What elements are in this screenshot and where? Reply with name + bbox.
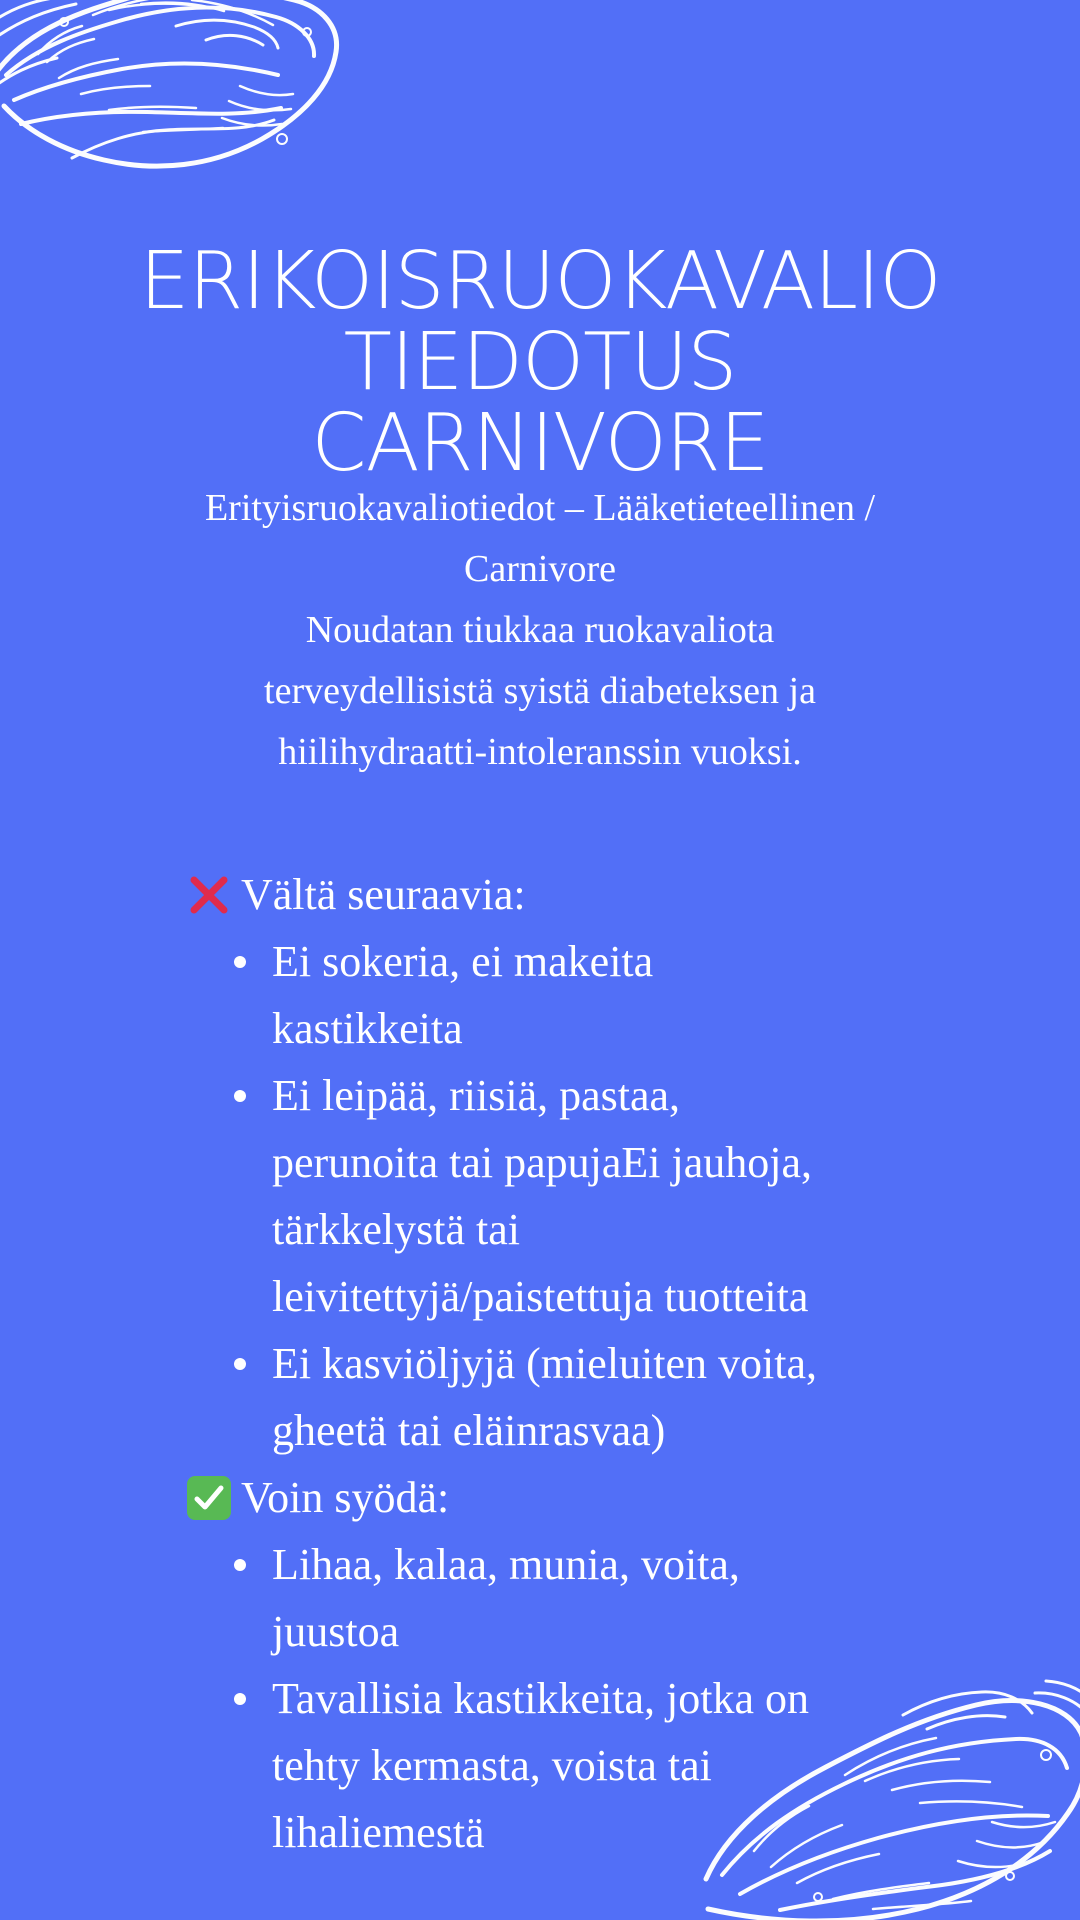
avoid-item-line: leivitettyjä/paistettuja tuotteita xyxy=(272,1272,809,1321)
avoid-item xyxy=(186,1330,946,1464)
allowed-item xyxy=(186,1531,946,1665)
avoid-item-line: Ei kasviöljyjä (mieluiten voita, xyxy=(272,1339,817,1388)
allowed-item-line: juustoa xyxy=(272,1607,400,1656)
allowed-heading xyxy=(186,1464,946,1531)
diet-rules xyxy=(186,861,946,1866)
meat-cut-illustration-top xyxy=(0,0,352,182)
check-mark-icon xyxy=(186,1475,232,1521)
intro-line: hiilihydraatti-intoleranssin vuoksi. xyxy=(278,731,802,773)
allowed-item-line: Tavallisia kastikkeita, jotka on xyxy=(272,1674,810,1723)
cross-mark-icon xyxy=(186,872,232,918)
avoid-item-line: Ei leipää, riisiä, pastaa, xyxy=(272,1071,681,1120)
allowed-heading-label: Voin syödä: xyxy=(241,1473,450,1522)
intro-line: terveydellisistä syistä diabeteksen ja xyxy=(264,670,816,712)
intro-line: Erityisruokavaliotiedot – Lääketieteellinen / xyxy=(204,487,876,529)
avoid-section xyxy=(186,861,946,1464)
title-line: CARNIVORE xyxy=(311,396,769,489)
avoid-item xyxy=(186,928,946,1062)
intro-line: Carnivore xyxy=(464,548,616,590)
title-line: ERIKOISRUOKAVALIO xyxy=(139,234,941,327)
avoid-item-line: perunoita tai papujaEi jauhoja, xyxy=(272,1138,813,1187)
avoid-heading-label: Vältä seuraavia: xyxy=(241,870,526,919)
poster-title xyxy=(100,234,980,489)
avoid-item-line: tärkkelystä tai xyxy=(272,1205,521,1254)
allowed-item-line: tehty kermasta, voista tai xyxy=(272,1741,712,1790)
avoid-item-line: Ei sokeria, ei makeita xyxy=(272,937,654,986)
allowed-list xyxy=(186,1531,946,1866)
avoid-item-line: kastikkeita xyxy=(272,1004,463,1053)
avoid-heading xyxy=(186,861,946,928)
intro-line: Noudatan tiukkaa ruokavaliota xyxy=(305,609,775,651)
allowed-item-line: lihaliemestä xyxy=(272,1808,485,1857)
avoid-list xyxy=(186,928,946,1464)
title-line: TIEDOTUS xyxy=(343,315,737,408)
avoid-item-line: gheetä tai eläinrasvaa) xyxy=(272,1406,666,1455)
avoid-item xyxy=(186,1062,946,1330)
allowed-section xyxy=(186,1464,946,1866)
allowed-item-line: Lihaa, kalaa, munia, voita, xyxy=(272,1540,740,1589)
diet-intro-text xyxy=(110,478,970,783)
allowed-item xyxy=(186,1665,946,1866)
